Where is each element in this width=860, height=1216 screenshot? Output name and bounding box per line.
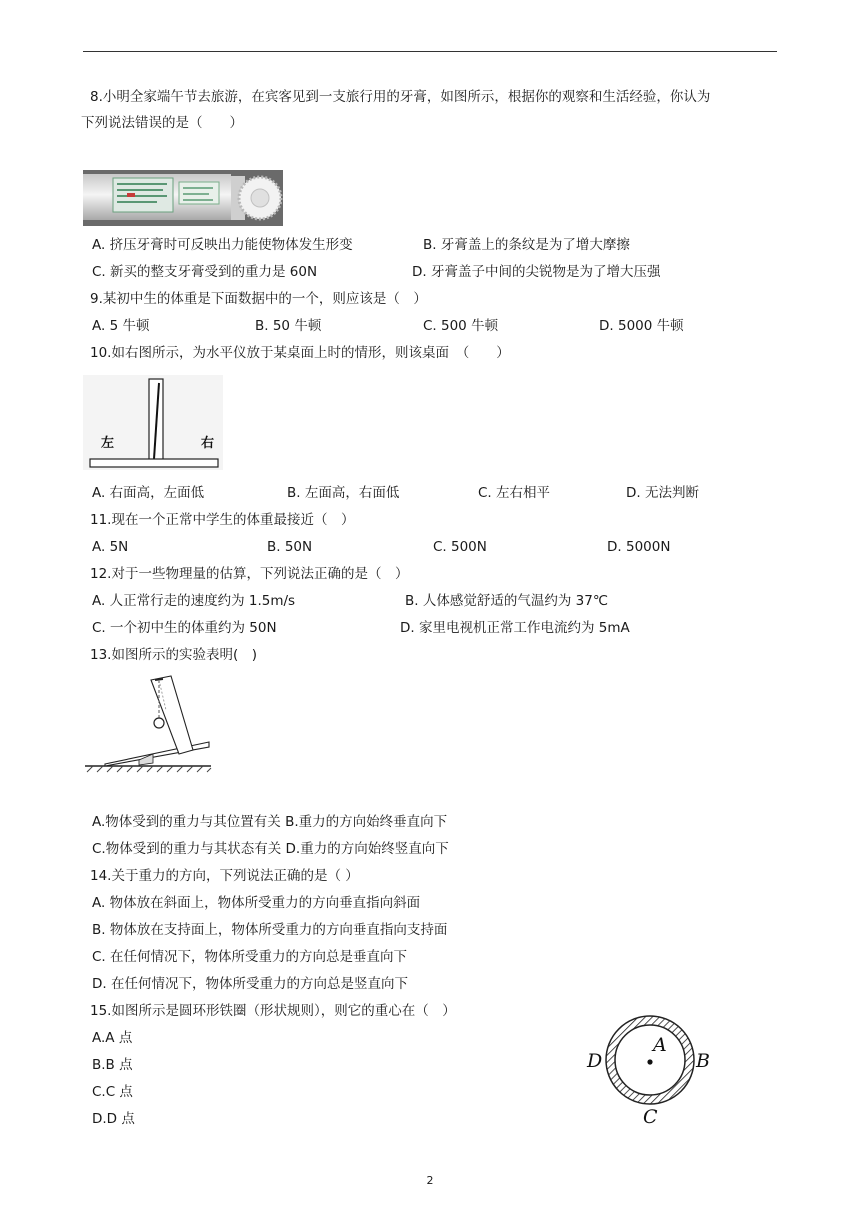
q8-stem-line1: 8.小明全家端午节去旅游，在宾客见到一支旅行用的牙膏，如图所示，根据你的观察和生活经验，你认为 (90, 89, 711, 105)
q14-option-d: D. 在任何情况下，物体所受重力的方向总是竖直向下 (92, 976, 408, 992)
q15-stem: 15.如图所示是圆环形铁圈（形状规则），则它的重心在（ ） (90, 1003, 456, 1019)
q10-stem: 10.如右图所示，为水平仪放于某桌面上时的情形，则该桌面 （ ） (90, 345, 510, 361)
q14-option-b: B. 物体放在支持面上，物体所受重力的方向垂直指向支持面 (92, 922, 448, 938)
q14-option-c: C. 在任何情况下，物体所受重力的方向总是垂直向下 (92, 949, 408, 965)
q8-option-d: D. 牙膏盖子中间的尖锐物是为了增大压强 (412, 264, 661, 280)
q8-option-c: C. 新买的整支牙膏受到的重力是 60N (92, 264, 318, 280)
q14-option-a: A. 物体放在斜面上，物体所受重力的方向垂直指向斜面 (92, 895, 421, 911)
spirit-level-figure (83, 375, 223, 470)
ring-label-b: B (696, 1050, 710, 1072)
page-number: 2 (426, 1174, 434, 1187)
ring-label-a: A (653, 1034, 667, 1056)
q11-option-a: A. 5N (92, 539, 129, 555)
q12-stem: 12.对于一些物理量的估算，下列说法正确的是（ ） (90, 566, 409, 582)
q12-option-c: C. 一个初中生的体重约为 50N (92, 620, 277, 636)
q9-option-b: B. 50 牛顿 (255, 318, 322, 334)
q13-stem: 13.如图所示的实验表明( ) (90, 647, 258, 663)
q15-option-b: B.B 点 (92, 1057, 133, 1073)
ring-label-c: C (643, 1106, 658, 1128)
q8-stem-line2: 下列说法错误的是（ ） (81, 115, 243, 131)
header-rule (83, 51, 777, 52)
q11-option-b: B. 50N (267, 539, 313, 555)
q9-option-a: A. 5 牛顿 (92, 318, 150, 334)
ring-label-d: D (587, 1050, 603, 1072)
q9-option-d: D. 5000 牛顿 (599, 318, 684, 334)
q9-option-c: C. 500 牛顿 (423, 318, 499, 334)
toothpaste-photo (83, 170, 283, 226)
q10-option-b: B. 左面高，右面低 (287, 485, 400, 501)
q8-option-a: A. 挤压牙膏时可反映出力能使物体发生形变 (92, 237, 353, 253)
q11-option-d: D. 5000N (607, 539, 671, 555)
q15-option-c: C.C 点 (92, 1084, 133, 1100)
q11-stem: 11.现在一个正常中学生的体重最接近（ ） (90, 512, 355, 528)
q12-option-d: D. 家里电视机正常工作电流约为 5mA (400, 620, 630, 636)
fig-label-left: 左 (101, 436, 115, 451)
q15-option-a: A.A 点 (92, 1030, 133, 1046)
q13-options-ab: A.物体受到的重力与其位置有关 B.重力的方向始终垂直向下 (92, 814, 448, 830)
fig-label-right: 右 (201, 436, 215, 451)
q11-option-c: C. 500N (433, 539, 487, 555)
q15-option-d: D.D 点 (92, 1111, 135, 1127)
pendulum-incline-figure (83, 674, 213, 774)
q13-options-cd: C.物体受到的重力与其状态有关 D.重力的方向始终竖直向下 (92, 841, 449, 857)
q9-stem: 9.某初中生的体重是下面数据中的一个，则应该是（ ） (90, 291, 427, 307)
q8-option-b: B. 牙膏盖上的条纹是为了增大摩擦 (423, 237, 630, 253)
q12-option-b: B. 人体感觉舒适的气温约为 37℃ (405, 593, 608, 609)
q14-stem: 14.关于重力的方向，下列说法正确的是（ ） (90, 868, 359, 884)
q10-option-a: A. 右面高，左面低 (92, 485, 205, 501)
q10-option-d: D. 无法判断 (626, 485, 699, 501)
iron-ring-figure (585, 1006, 715, 1128)
q12-option-a: A. 人正常行走的速度约为 1.5m/s (92, 593, 296, 609)
q10-option-c: C. 左右相平 (478, 485, 551, 501)
